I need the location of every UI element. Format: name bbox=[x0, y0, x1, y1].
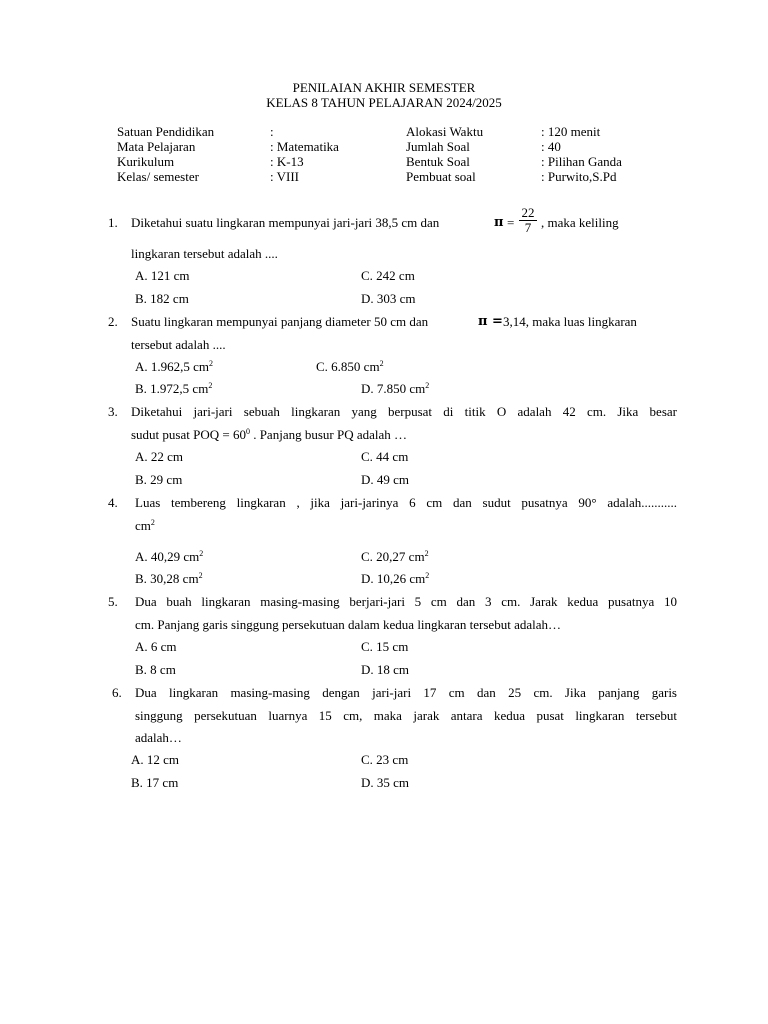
question-number: 4. bbox=[108, 495, 118, 510]
info-value: : VIII bbox=[270, 169, 300, 184]
option-c[interactable]: C. 23 cm bbox=[361, 752, 409, 767]
option-b[interactable]: B. 1.972,5 $cm^2$ bbox=[135, 381, 213, 396]
question-text: singgung persekutuan luarnya 15 cm, maka jarak antara kedua pusat lingkaran tersebut bbox=[135, 708, 677, 723]
option-b[interactable]: B. 30,28 $cm^2$ bbox=[135, 571, 203, 586]
question-text: sudut pusat POQ = $60^0$ . Panjang busur PQ adalah … bbox=[131, 427, 408, 442]
info-value: : Matematika bbox=[270, 139, 339, 154]
option-d[interactable]: D. 303 cm bbox=[361, 291, 416, 306]
question-text: Dua buah lingkaran masing-masing berjari-jari 5 cm dan 3 cm. Jarak kedua pusatnya 10 bbox=[135, 594, 677, 609]
option-c[interactable]: C. 44 cm bbox=[361, 449, 409, 464]
info-label: Satuan Pendidikan bbox=[117, 124, 215, 139]
option-a[interactable]: A. 6 cm bbox=[135, 639, 177, 654]
pi-symbol: π bbox=[494, 215, 504, 230]
info-value: : Purwito,S.Pd bbox=[541, 169, 617, 184]
option-d[interactable]: D. 18 cm bbox=[361, 662, 410, 677]
exam-subtitle: KELAS 8 TAHUN PELAJARAN 2024/2025 bbox=[266, 95, 502, 110]
question-text: Luas tembereng lingkaran , jika jari-jarinya 6 cm dan sudut pusatnya 90° adalah........... bbox=[135, 495, 677, 510]
question-text: Diketahui jari-jari sebuah lingkaran yang berpusat di titik O adalah 42 cm. Jika besar bbox=[131, 404, 677, 419]
option-d[interactable]: D. 35 cm bbox=[361, 775, 410, 790]
question-number: 6. bbox=[112, 685, 122, 700]
option-c[interactable]: C. 6.850 $cm^2$ bbox=[316, 359, 384, 374]
pi-symbol: π = bbox=[478, 314, 503, 329]
option-d[interactable]: D. 49 cm bbox=[361, 472, 410, 487]
option-a[interactable]: A. 1.962,5 $cm^2$ bbox=[135, 359, 214, 374]
question-number: 1. bbox=[108, 215, 118, 230]
question-text: tersebut adalah .... bbox=[131, 337, 226, 352]
exam-title: PENILAIAN AKHIR SEMESTER bbox=[292, 80, 476, 95]
info-label: Bentuk Soal bbox=[406, 154, 470, 169]
info-value: : 120 menit bbox=[541, 124, 601, 139]
option-c[interactable]: C. 242 cm bbox=[361, 268, 415, 283]
info-label: Pembuat soal bbox=[406, 169, 476, 184]
option-a[interactable]: A. 12 cm bbox=[131, 752, 180, 767]
option-d[interactable]: D. 10,26 $cm^2$ bbox=[361, 571, 430, 586]
fraction-22-over-7 bbox=[519, 206, 537, 235]
question-number: 3. bbox=[108, 404, 118, 419]
info-label: Kelas/ semester bbox=[117, 169, 199, 184]
question-text: $cm^2$ bbox=[135, 518, 155, 533]
option-b[interactable]: B. 17 cm bbox=[131, 775, 179, 790]
info-row bbox=[0, 124, 768, 139]
fraction-denominator: 7 bbox=[524, 220, 532, 235]
equals-sign: = bbox=[507, 215, 515, 230]
option-b[interactable]: B. 182 cm bbox=[135, 291, 189, 306]
question-text: adalah… bbox=[135, 730, 182, 745]
info-row bbox=[0, 154, 768, 169]
info-value: : K-13 bbox=[270, 154, 304, 169]
question-text: 3,14, maka luas lingkaran bbox=[503, 314, 637, 329]
question-text: Diketahui suatu lingkaran mempunyai jari-jari 38,5 cm dan bbox=[131, 215, 440, 230]
question-text: , maka keliling bbox=[541, 215, 619, 230]
info-label: Alokasi Waktu bbox=[406, 124, 484, 139]
info-label: Mata Pelajaran bbox=[117, 139, 196, 154]
question-number: 5. bbox=[108, 594, 118, 609]
info-value: : 40 bbox=[541, 139, 561, 154]
info-label: Jumlah Soal bbox=[406, 139, 470, 154]
option-c[interactable]: C. 15 cm bbox=[361, 639, 409, 654]
question-text: cm. Panjang garis singgung persekutuan dalam kedua lingkaran tersebut adalah… bbox=[135, 617, 561, 632]
question-text: Suatu lingkaran mempunyai panjang diameter 50 cm dan bbox=[131, 314, 429, 329]
question-number: 2. bbox=[108, 314, 118, 329]
info-label: Kurikulum bbox=[117, 154, 175, 169]
option-a[interactable]: A. 121 cm bbox=[135, 268, 190, 283]
option-a[interactable]: A. 40,29 $cm^2$ bbox=[135, 549, 204, 564]
info-value: : bbox=[270, 124, 274, 139]
question-text: Dua lingkaran masing-masing dengan jari-jari 17 cm dan 25 cm. Jika panjang garis bbox=[135, 685, 677, 700]
info-row bbox=[0, 139, 768, 154]
question-text: lingkaran tersebut adalah .... bbox=[131, 246, 278, 261]
option-a[interactable]: A. 22 cm bbox=[135, 449, 184, 464]
option-b[interactable]: B. 8 cm bbox=[135, 662, 176, 677]
option-c[interactable]: C. 20,27 $cm^2$ bbox=[361, 549, 429, 564]
option-d[interactable]: D. 7.850 $cm^2$ bbox=[361, 381, 430, 396]
info-row bbox=[0, 169, 768, 184]
option-b[interactable]: B. 29 cm bbox=[135, 472, 183, 487]
fraction-numerator: 22 bbox=[519, 206, 537, 221]
info-value: : Pilihan Ganda bbox=[541, 154, 622, 169]
